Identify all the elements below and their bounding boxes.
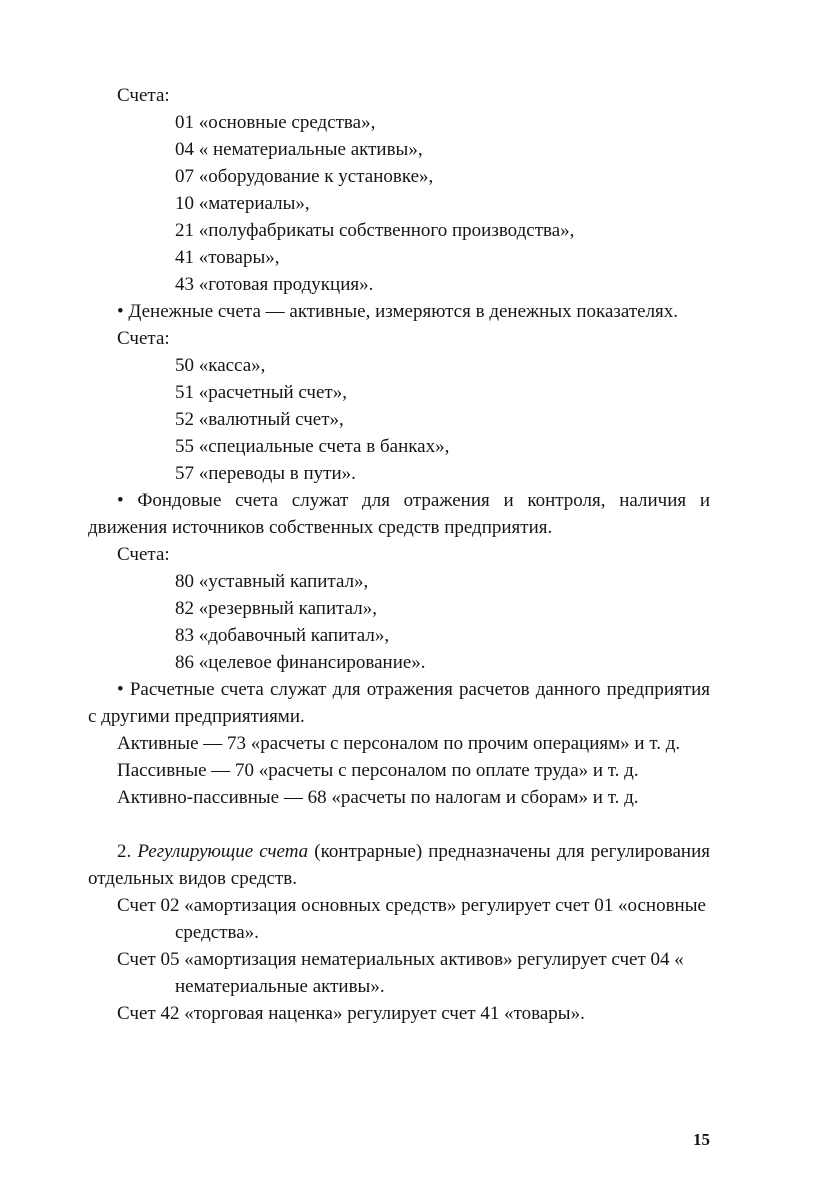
- list-item: 82 «резервный капитал»,: [175, 598, 378, 619]
- accounts-label: Счета:: [117, 544, 170, 565]
- list-item: 10 «материалы»,: [175, 193, 310, 214]
- active-settlement-line: Активные — 73 «расчеты с персоналом по прочим операциям» и т. д.: [117, 733, 681, 754]
- list-item: 04 « нематериальные активы»,: [175, 139, 423, 160]
- regulating-description: (контрарные) предназначены для регулирования отдельных видов средств.: [88, 841, 710, 889]
- money-accounts-paragraph: • Денежные счета — активные, измеряются в денежных показателях.: [117, 301, 679, 322]
- term-regulating-accounts: Регулирующие счета: [137, 841, 309, 862]
- list-item: 51 «расчетный счет»,: [175, 382, 347, 403]
- list-item: 86 «целевое финансирование».: [175, 652, 426, 673]
- asset-accounts-list: [88, 109, 710, 298]
- list-item: 55 «специальные счета в банках»,: [175, 436, 450, 457]
- accounts-label: Счета:: [117, 328, 170, 349]
- active-passive-settlement-line: Активно-пассивные — 68 «расчеты по налогам и сборам» и т. д.: [117, 787, 639, 808]
- list-item: 41 «товары»,: [175, 247, 280, 268]
- section-number: 2.: [117, 841, 132, 862]
- list-item: 21 «полуфабрикаты собственного производства»,: [175, 220, 575, 241]
- regulating-line: Счет 02 «амортизация основных средств» регулирует счет 01 «основные средства».: [117, 895, 706, 943]
- regulating-accounts-paragraph: [88, 838, 710, 892]
- list-item: 57 «переводы в пути».: [175, 463, 356, 484]
- regulating-line: Счет 05 «амортизация нематериальных активов» регулирует счет 04 « нематериальные активы».: [117, 949, 684, 997]
- regulating-line: Счет 42 «торговая наценка» регулирует счет 41 «товары».: [117, 1003, 585, 1024]
- fund-accounts-list: [88, 568, 710, 676]
- list-item: 01 «основные средства»,: [175, 112, 376, 133]
- settlement-accounts-paragraph: • Расчетные счета служат для отражения расчетов данного предприятия с другими предприятиями.: [88, 679, 710, 727]
- fund-accounts-paragraph: • Фондовые счета служат для отражения и контроля, наличия и движения источников собственных средств предприятия.: [88, 490, 710, 538]
- page-body: [88, 82, 710, 1027]
- list-item: 50 «касса»,: [175, 355, 266, 376]
- accounts-label: Счета:: [117, 85, 170, 106]
- money-accounts-list: [88, 352, 710, 487]
- list-item: 52 «валютный счет»,: [175, 409, 344, 430]
- list-item: 07 «оборудование к установке»,: [175, 166, 434, 187]
- list-item: 43 «готовая продукция».: [175, 274, 374, 295]
- page-number: 15: [693, 1130, 710, 1149]
- list-item: 80 «уставный капитал»,: [175, 571, 369, 592]
- section-spacer: [88, 811, 710, 838]
- passive-settlement-line: Пассивные — 70 «расчеты с персоналом по оплате труда» и т. д.: [117, 760, 639, 781]
- list-item: 83 «добавочный капитал»,: [175, 625, 390, 646]
